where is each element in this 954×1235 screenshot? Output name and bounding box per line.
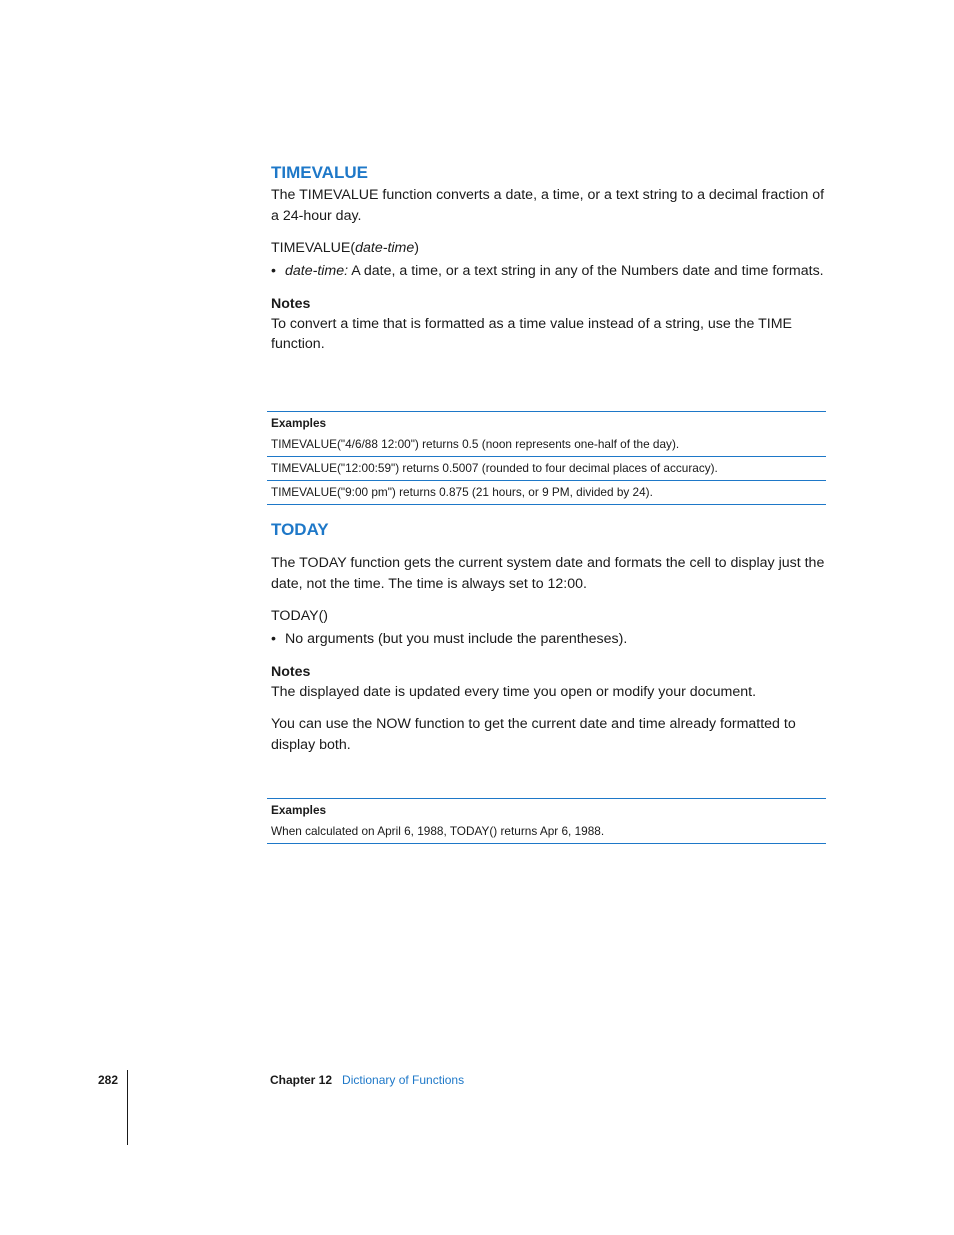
timevalue-syntax xyxy=(271,238,827,258)
timevalue-section xyxy=(271,163,827,355)
today-notes-text-2: You can use the NOW function to get the current date and time already formatted to display both. xyxy=(271,716,796,753)
today-section xyxy=(271,520,827,755)
today-syntax-rest: () xyxy=(318,608,329,624)
timevalue-example-row: TIMEVALUE("9:00 pm") returns 0.875 (21 hours, or 9 PM, divided by 24). xyxy=(267,480,826,504)
today-argument-bullet xyxy=(271,629,827,650)
timevalue-argument-term: date-time: xyxy=(285,263,349,279)
timevalue-description: The TIMEVALUE function converts a date, a time, or a text string to a decimal fraction of a 24-hour day. xyxy=(271,187,825,224)
timevalue-syntax-close: ) xyxy=(414,240,419,256)
today-description: The TODAY function gets the current system date and formats the cell to display just the date, not the time. The time is always set to 12:00. xyxy=(271,555,825,592)
timevalue-syntax-open: ( xyxy=(350,240,356,256)
timevalue-syntax-name: TIMEVALUE xyxy=(271,240,351,256)
timevalue-notes-title: Notes xyxy=(271,295,311,312)
today-syntax-name: TODAY xyxy=(271,608,319,624)
timevalue-examples-table xyxy=(267,411,826,505)
today-examples-table xyxy=(267,798,826,844)
footer-chapter xyxy=(270,1073,464,1087)
today-notes-text-1: The displayed date is updated every time you open or modify your document. xyxy=(271,683,757,700)
today-examples-header: Examples xyxy=(271,803,327,817)
today-argument-text: No arguments (but you must include the parentheses). xyxy=(285,631,628,647)
today-syntax xyxy=(271,606,827,626)
footer-divider xyxy=(127,1070,128,1145)
bullet-dot: • xyxy=(271,631,276,647)
today-notes-title: Notes xyxy=(271,663,311,680)
timevalue-syntax-arg: date-time xyxy=(355,240,415,256)
chapter-label: Chapter 12 xyxy=(270,1073,333,1087)
timevalue-examples-header: Examples xyxy=(271,416,327,430)
chapter-title: Dictionary of Functions xyxy=(342,1073,465,1087)
timevalue-argument-bullet xyxy=(271,261,827,282)
timevalue-heading: TIMEVALUE xyxy=(271,163,368,182)
timevalue-example-row: TIMEVALUE("4/6/88 12:00") returns 0.5 (noon represents one-half of the day). xyxy=(271,437,680,451)
bullet-dot: • xyxy=(271,263,276,279)
today-heading: TODAY xyxy=(271,520,329,539)
today-example-row: When calculated on April 6, 1988, TODAY() returns Apr 6, 1988. xyxy=(271,824,605,838)
timevalue-example-row: TIMEVALUE("12:00:59") returns 0.5007 (rounded to four decimal places of accuracy). xyxy=(267,456,826,480)
page-number: 282 xyxy=(98,1073,119,1087)
timevalue-argument-text: A date, a time, or a text string in any of the Numbers date and time formats. xyxy=(348,263,824,279)
timevalue-notes-text: To convert a time that is formatted as a time value instead of a string, use the TIME function. xyxy=(271,315,792,352)
